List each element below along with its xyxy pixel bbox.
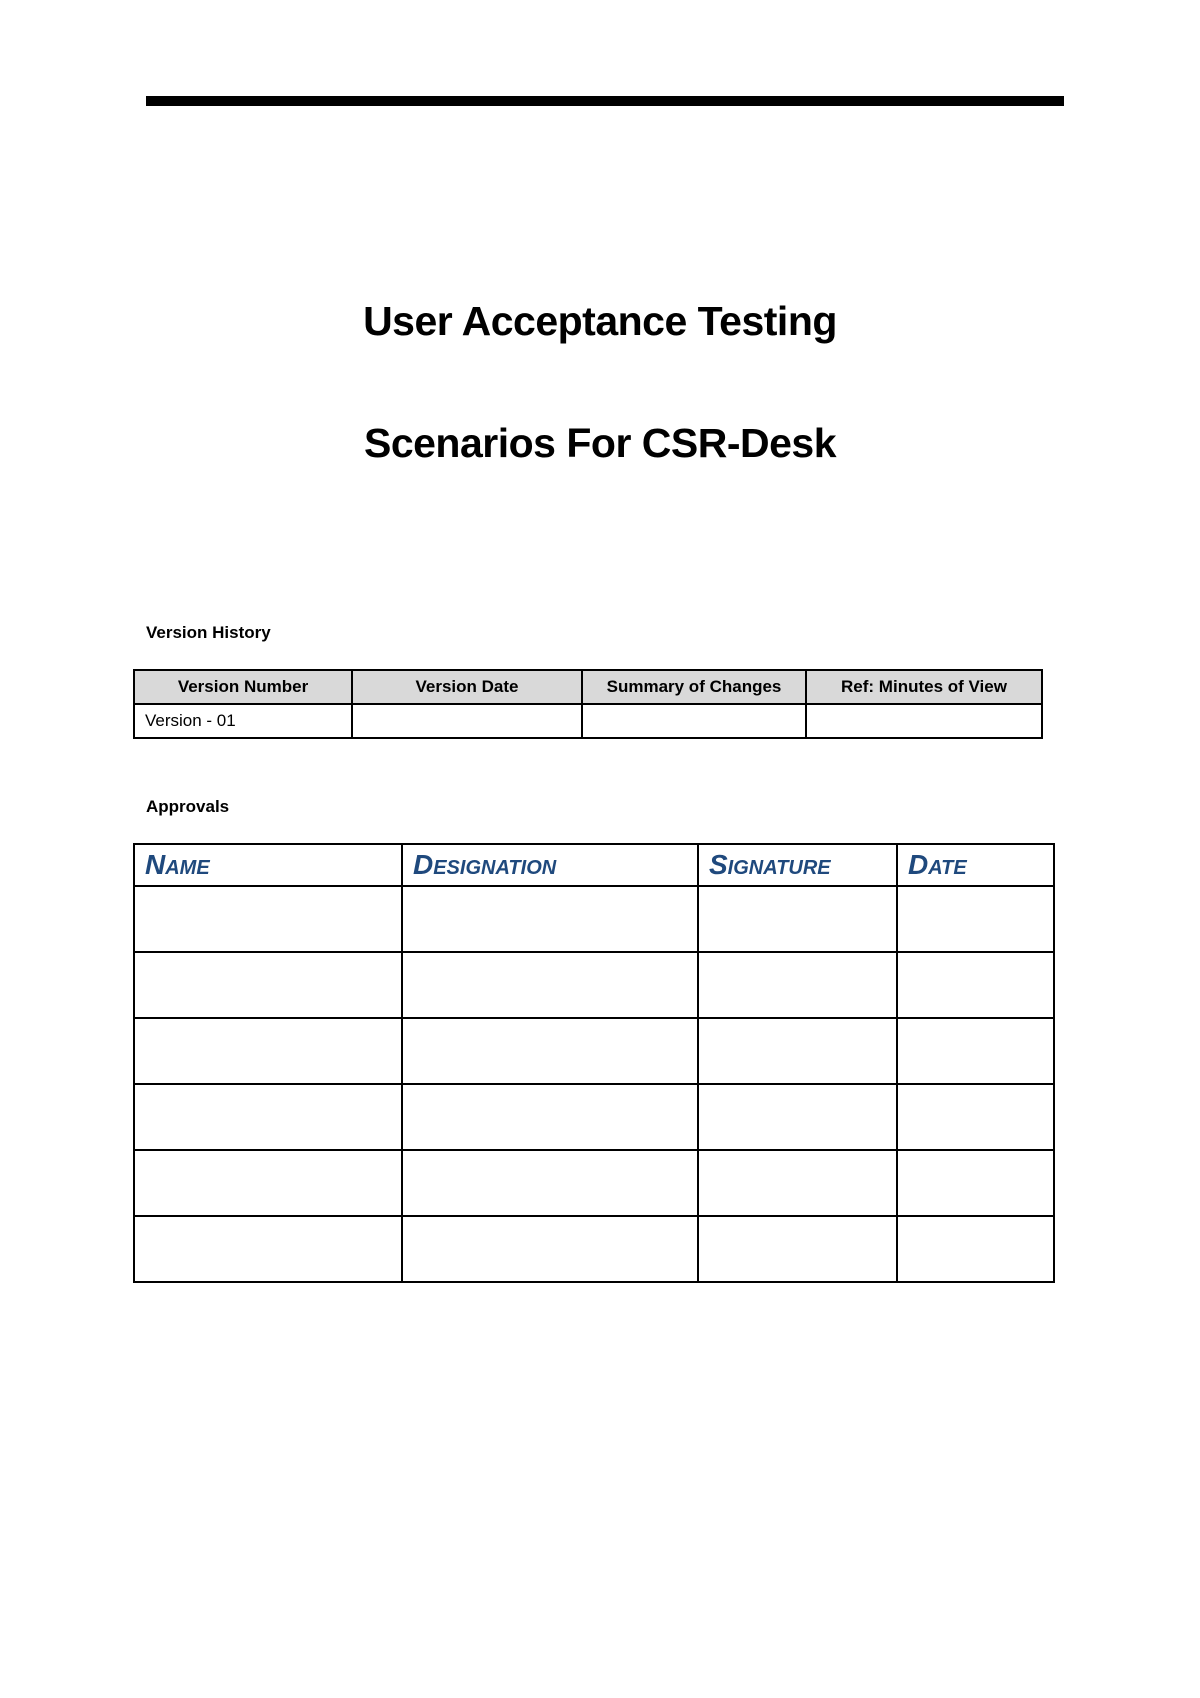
signature-cell bbox=[698, 1018, 897, 1084]
version-number-cell: Version - 01 bbox=[134, 704, 352, 738]
column-header-date: Date bbox=[897, 844, 1054, 886]
version-date-cell bbox=[352, 704, 582, 738]
table-row bbox=[134, 886, 1054, 952]
table-row bbox=[134, 1150, 1054, 1216]
signature-cell bbox=[698, 1216, 897, 1282]
name-cell bbox=[134, 1216, 402, 1282]
designation-cell bbox=[402, 886, 698, 952]
designation-cell bbox=[402, 1150, 698, 1216]
designation-cell bbox=[402, 1018, 698, 1084]
column-header-version-number: Version Number bbox=[134, 670, 352, 704]
document-subtitle: Scenarios For CSR-Desk bbox=[363, 420, 837, 466]
date-cell bbox=[897, 886, 1054, 952]
date-cell bbox=[897, 1018, 1054, 1084]
signature-cell bbox=[698, 1084, 897, 1150]
table-row bbox=[134, 952, 1054, 1018]
version-history-header-row bbox=[134, 670, 1042, 704]
name-cell bbox=[134, 1018, 402, 1084]
approvals-label: Approvals bbox=[146, 797, 230, 816]
column-header-signature: Signature bbox=[698, 844, 897, 886]
table-row bbox=[134, 704, 1042, 738]
column-header-designation: Designation bbox=[402, 844, 698, 886]
date-cell bbox=[897, 1084, 1054, 1150]
ref-minutes-cell bbox=[806, 704, 1042, 738]
top-rule bbox=[146, 96, 1064, 106]
date-cell bbox=[897, 1150, 1054, 1216]
signature-cell bbox=[698, 1150, 897, 1216]
name-cell bbox=[134, 1084, 402, 1150]
column-header-ref-minutes: Ref: Minutes of View bbox=[806, 670, 1042, 704]
name-cell bbox=[134, 886, 402, 952]
designation-cell bbox=[402, 1216, 698, 1282]
date-cell bbox=[897, 1216, 1054, 1282]
approvals-table bbox=[133, 843, 1055, 1283]
signature-cell bbox=[698, 952, 897, 1018]
summary-of-changes-cell bbox=[582, 704, 806, 738]
date-cell bbox=[897, 952, 1054, 1018]
column-header-name: Name bbox=[134, 844, 402, 886]
name-cell bbox=[134, 952, 402, 1018]
table-row bbox=[134, 1084, 1054, 1150]
designation-cell bbox=[402, 1084, 698, 1150]
signature-cell bbox=[698, 886, 897, 952]
approvals-header-row bbox=[134, 844, 1054, 886]
column-header-version-date: Version Date bbox=[352, 670, 582, 704]
version-history-label: Version History bbox=[146, 623, 271, 642]
designation-cell bbox=[402, 952, 698, 1018]
version-history-table bbox=[133, 669, 1043, 739]
name-cell bbox=[134, 1150, 402, 1216]
column-header-summary-of-changes: Summary of Changes bbox=[582, 670, 806, 704]
table-row bbox=[134, 1216, 1054, 1282]
document-title: User Acceptance Testing bbox=[363, 298, 837, 344]
table-row bbox=[134, 1018, 1054, 1084]
